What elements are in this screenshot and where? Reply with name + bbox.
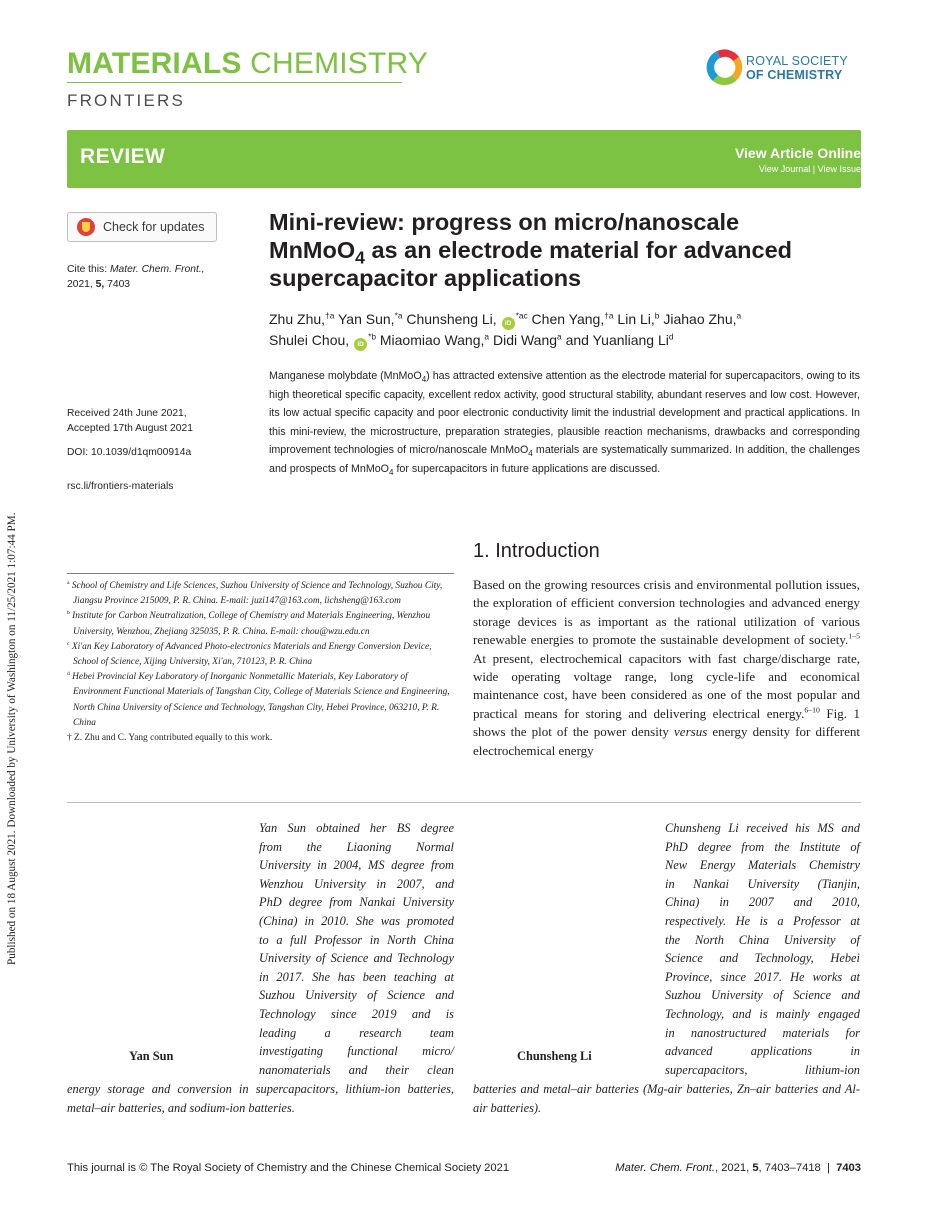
rsc-line-1: ROYAL SOCIETY bbox=[746, 54, 848, 68]
author[interactable]: Zhu Zhu,$^{\dagger a}$ bbox=[269, 310, 335, 327]
author-line-2 bbox=[269, 330, 864, 351]
view-journal-link[interactable]: View Journal bbox=[758, 164, 811, 174]
rsc-line-2: OF CHEMISTRY bbox=[746, 68, 843, 82]
cite-volume: 5, bbox=[95, 279, 105, 290]
author[interactable]: Didi Wang$^a$ bbox=[489, 331, 562, 348]
received-info bbox=[67, 406, 193, 436]
doi[interactable]: DOI: 10.1039/d1qm00914a bbox=[67, 447, 192, 458]
rsc-publisher-name bbox=[746, 54, 848, 82]
title-line-3: supercapacitor applications bbox=[269, 265, 582, 291]
received-date: Received 24th June 2021, bbox=[67, 408, 187, 419]
cite-label: Cite this: bbox=[67, 264, 108, 275]
article-title bbox=[269, 208, 869, 292]
author[interactable]: Chen Yang,$^{\dagger a}$ bbox=[527, 310, 614, 327]
journal-title-bold: MATERIALS bbox=[67, 47, 242, 80]
banner-link-separator: | bbox=[812, 164, 816, 174]
reference-link[interactable]: 1–5 bbox=[848, 631, 860, 641]
orcid-icon[interactable]: iD bbox=[502, 317, 515, 330]
check-for-updates-button[interactable] bbox=[67, 212, 217, 242]
journal-short-link[interactable]: rsc.li/frontiers-materials bbox=[67, 481, 174, 492]
footer-citation: Mater. Chem. Front., 2021, 5, 7403–7418 | 7403 bbox=[615, 1162, 861, 1174]
journal-title-light: CHEMISTRY bbox=[250, 47, 429, 80]
view-issue-link[interactable]: View Issue bbox=[817, 164, 861, 174]
biography-rule bbox=[67, 802, 861, 803]
bio-name-yan-sun: Yan Sun bbox=[129, 1049, 174, 1063]
check-for-updates-label: Check for updates bbox=[103, 220, 205, 234]
journal-title-rule bbox=[67, 82, 402, 83]
author[interactable]: Shulei Chou, $iD^{*b}$ bbox=[269, 332, 376, 348]
affiliation-entry: $^c$ Xi'an Key Laboratory of Advanced Photo-electronics Materials and Energy Conversion Device, School of Science, Xijing University, Xi'an, 710123, P. R. China bbox=[67, 640, 432, 668]
author-line-1 bbox=[269, 309, 864, 330]
journal-title bbox=[67, 46, 428, 82]
title-line-2-sub: 4 bbox=[355, 247, 365, 268]
banner-sub-links bbox=[735, 164, 861, 174]
author-photo-chunsheng-li bbox=[473, 818, 653, 1043]
title-line-2a: MnMoO bbox=[269, 237, 356, 263]
cite-year: 2021, bbox=[67, 279, 93, 290]
author[interactable]: Lin Li,$^b$ bbox=[613, 310, 660, 327]
affiliation-entry: $^a$ School of Chemistry and Life Sciences, Suzhou University of Science and Technology, Suzhou City, Jiangsu Province 215009, P. R. China. E-mail: juzi147@163.com, lichsheng@163.com bbox=[67, 579, 443, 607]
bio-tail-chunsheng-li: batteries and metal–air batteries (Mg-air batteries, Zn–air batteries and Al-air batteries). bbox=[473, 1082, 860, 1115]
affiliation-entry: $^b$ Institute for Carbon Neutralization, College of Chemistry and Materials Engineering, Wenzhou University, Wenzhou, Zhejiang 325035, P. R. China. E-mail: chou@wzu.edu.cn bbox=[67, 610, 431, 637]
article-links bbox=[735, 145, 861, 174]
orcid-icon[interactable]: iD bbox=[354, 338, 367, 351]
bio-text-yan-sun: Yan Sun obtained her BS degree from the Liaoning Normal University in 2004, MS degree from Wenzhou University in 2007, and PhD degree from Nankai University (China) in 2010. She was promoted to a full Professor in North China University of Science and Technology in 2017. She has been teaching at Suzhou University of Science and Technology since 2019 and is leading a research team investigating functional micro/ nanomaterials and their clean bbox=[259, 821, 454, 1077]
author-list bbox=[269, 309, 864, 351]
accepted-date: Accepted 17th August 2021 bbox=[67, 423, 193, 434]
cite-journal: Mater. Chem. Front., bbox=[109, 264, 205, 275]
author[interactable]: Jiahao Zhu,$^a$ bbox=[659, 310, 742, 327]
rsc-logo-icon bbox=[707, 49, 743, 85]
title-line-2b: as an electrode material for advanced bbox=[364, 237, 793, 263]
abstract: Manganese molybdate (MnMoO$_4$) has attracted extensive attention as the electrode material for supercapacitors, owing to its high theoretical specific capacity, excellent redox activity, good structural stability, abundant reserves and low cost. However, its low actual specific capacity and poor electronic conductivity limit the industrial development and practical applications. In this mini-review, the microstructure, preparation strategies, plausible reaction mechanisms, drawbacks and corresponding improvement technologies of micro/nanoscale MnMoO$_4$ materials are systematically summarized. In addition, the challenges and prospects of MnMoO$_4$ for supercapacitors in future applications are discussed. bbox=[269, 370, 860, 478]
author[interactable]: Yan Sun,$^{*a}$ bbox=[334, 310, 403, 327]
copyright-notice: This journal is © The Royal Society of Chemistry and the Chinese Chemical Society 2021 bbox=[67, 1162, 510, 1174]
bio-text-chunsheng-li: Chunsheng Li received his MS and PhD degree from the Institute of New Energy Materials Chemistry in Nankai University (Tianjin, China) in 2007 and 2010, respectively. He is a Professor at the North China University of Science and Technology, Hebei Province, since 2017. He works at Suzhou University of Science and Technology, and is mainly engaged in nanostructured materials for advanced applications in supercapacitors, lithium-ion bbox=[665, 821, 860, 1077]
article-type-label: REVIEW bbox=[80, 145, 166, 168]
bio-name-chunsheng-li: Chunsheng Li bbox=[517, 1049, 592, 1063]
affiliation-entry: $^d$ Hebei Provincial Key Laboratory of Inorganic Nonmetallic Materials, Key Laboratory of Environment Functional Materials of Tangshan City, College of Materials Science and Engineering, North China University of Science and Technology, Tangshan City, Hebei Province, 063210, P. R. China bbox=[67, 671, 450, 728]
introduction-heading: 1. Introduction bbox=[473, 540, 600, 562]
equal-contribution-note: † Z. Zhu and C. Yang contributed equally to this work. bbox=[67, 733, 273, 744]
author[interactable]: and Yuanliang Li$^d$ bbox=[561, 331, 674, 348]
introduction-text: Based on the growing resources crisis and environmental pollution issues, the exploration of efficient conversion technologies and advanced energy storage devices is as important as the rational utilization of various renewable energies to promote the sustainable development of society.$^{1-5}$ At present, electrochemical capacitors with fast charge/discharge rate, wide operating voltage range, long cycle-life and economical maintenance cost, have been considered as one of the most popular and practical means for storing and delivering electrical energy.$^{6-10}$ Fig. 1 shows the plot of the power density versus energy density for different electrochemical energy bbox=[473, 577, 860, 758]
reference-link[interactable]: 6–10 bbox=[804, 705, 820, 715]
view-article-online-link[interactable]: View Article Online bbox=[734, 145, 861, 161]
author[interactable]: Chunsheng Li, $iD^{*ac}$ bbox=[402, 311, 527, 327]
affiliations bbox=[67, 579, 457, 746]
title-line-1: Mini-review: progress on micro/nanoscale bbox=[269, 209, 740, 235]
cite-pages: 7403 bbox=[107, 279, 131, 290]
bio-tail-yan-sun: energy storage and conversion in supercapacitors, lithium-ion batteries, metal–air batteries, and sodium-ion batteries. bbox=[67, 1082, 454, 1115]
page-number: 7403 bbox=[836, 1162, 861, 1174]
citation-info bbox=[67, 262, 205, 292]
journal-subtitle: FRONTIERS bbox=[67, 91, 186, 110]
bookmark-icon bbox=[77, 218, 95, 236]
author[interactable]: Miaomiao Wang,$^a$ bbox=[375, 331, 490, 348]
author-photo-yan-sun bbox=[67, 818, 247, 1043]
publication-side-note: Published on 18 August 2021. Downloaded by University of Washington on 11/25/2021 1:07:44 PM. bbox=[6, 512, 18, 965]
affiliation-rule bbox=[67, 573, 454, 574]
